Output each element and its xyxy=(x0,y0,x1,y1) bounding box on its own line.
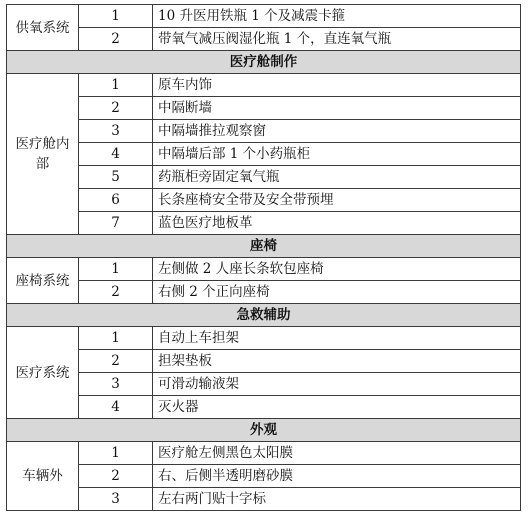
item-description: 中隔墙推拉观察窗 xyxy=(153,120,521,143)
item-number: 1 xyxy=(79,327,153,350)
table-row xyxy=(7,350,521,373)
group-label: 供氧系统 xyxy=(7,5,79,51)
table-row xyxy=(7,396,521,419)
item-description: 中隔断墙 xyxy=(153,97,521,120)
item-description: 左侧做 2 人座长条软包座椅 xyxy=(153,258,521,281)
table-row xyxy=(7,327,521,350)
item-number: 2 xyxy=(79,281,153,304)
group-label: 座椅系统 xyxy=(7,258,79,304)
item-description: 原车内饰 xyxy=(153,74,521,97)
item-description: 左右两门贴十字标 xyxy=(153,488,521,511)
table-row xyxy=(7,143,521,166)
item-number: 5 xyxy=(79,166,153,189)
item-number: 3 xyxy=(79,120,153,143)
item-number: 7 xyxy=(79,212,153,235)
table-row xyxy=(7,442,521,465)
table-row xyxy=(7,120,521,143)
section-header-row xyxy=(7,419,521,442)
item-number: 2 xyxy=(79,97,153,120)
item-number: 3 xyxy=(79,488,153,511)
item-number: 2 xyxy=(79,28,153,51)
section-title: 医疗舱制作 xyxy=(7,51,521,74)
table-row xyxy=(7,212,521,235)
group-label: 医疗系统 xyxy=(7,327,79,419)
item-number: 3 xyxy=(79,373,153,396)
table-row xyxy=(7,488,521,511)
item-number: 1 xyxy=(79,5,153,28)
table-row xyxy=(7,373,521,396)
item-description: 带氧气减压阀湿化瓶 1 个，直连氧气瓶 xyxy=(153,28,521,51)
table-row xyxy=(7,5,521,28)
item-number: 6 xyxy=(79,189,153,212)
item-number: 1 xyxy=(79,74,153,97)
item-description: 中隔墙后部 1 个小药瓶柜 xyxy=(153,143,521,166)
table-row xyxy=(7,281,521,304)
item-description: 担架垫板 xyxy=(153,350,521,373)
table-row xyxy=(7,74,521,97)
item-number: 4 xyxy=(79,396,153,419)
item-description: 可滑动输液架 xyxy=(153,373,521,396)
table-row xyxy=(7,465,521,488)
section-title: 外观 xyxy=(7,419,521,442)
item-number: 2 xyxy=(79,465,153,488)
item-number: 1 xyxy=(79,258,153,281)
group-label: 医疗舱内部 xyxy=(7,74,79,235)
section-title: 座椅 xyxy=(7,235,521,258)
item-description: 医疗舱左侧黑色太阳膜 xyxy=(153,442,521,465)
item-number: 4 xyxy=(79,143,153,166)
item-description: 长条座椅安全带及安全带预埋 xyxy=(153,189,521,212)
item-description: 自动上车担架 xyxy=(153,327,521,350)
group-label: 车辆外 xyxy=(7,442,79,511)
equipment-spec-table xyxy=(6,4,521,511)
item-description: 药瓶柜旁固定氧气瓶 xyxy=(153,166,521,189)
section-title: 急救辅助 xyxy=(7,304,521,327)
item-number: 2 xyxy=(79,350,153,373)
item-description: 10 升医用铁瓶 1 个及减震卡箍 xyxy=(153,5,521,28)
item-description: 右侧 2 个正向座椅 xyxy=(153,281,521,304)
table-row xyxy=(7,189,521,212)
item-description: 右、后侧半透明磨砂膜 xyxy=(153,465,521,488)
item-description: 蓝色医疗地板革 xyxy=(153,212,521,235)
item-number: 1 xyxy=(79,442,153,465)
table-row xyxy=(7,166,521,189)
section-header-row xyxy=(7,304,521,327)
spec-table-body xyxy=(7,5,521,511)
item-description: 灭火器 xyxy=(153,396,521,419)
table-row xyxy=(7,28,521,51)
section-header-row xyxy=(7,235,521,258)
table-row xyxy=(7,258,521,281)
table-row xyxy=(7,97,521,120)
section-header-row xyxy=(7,51,521,74)
